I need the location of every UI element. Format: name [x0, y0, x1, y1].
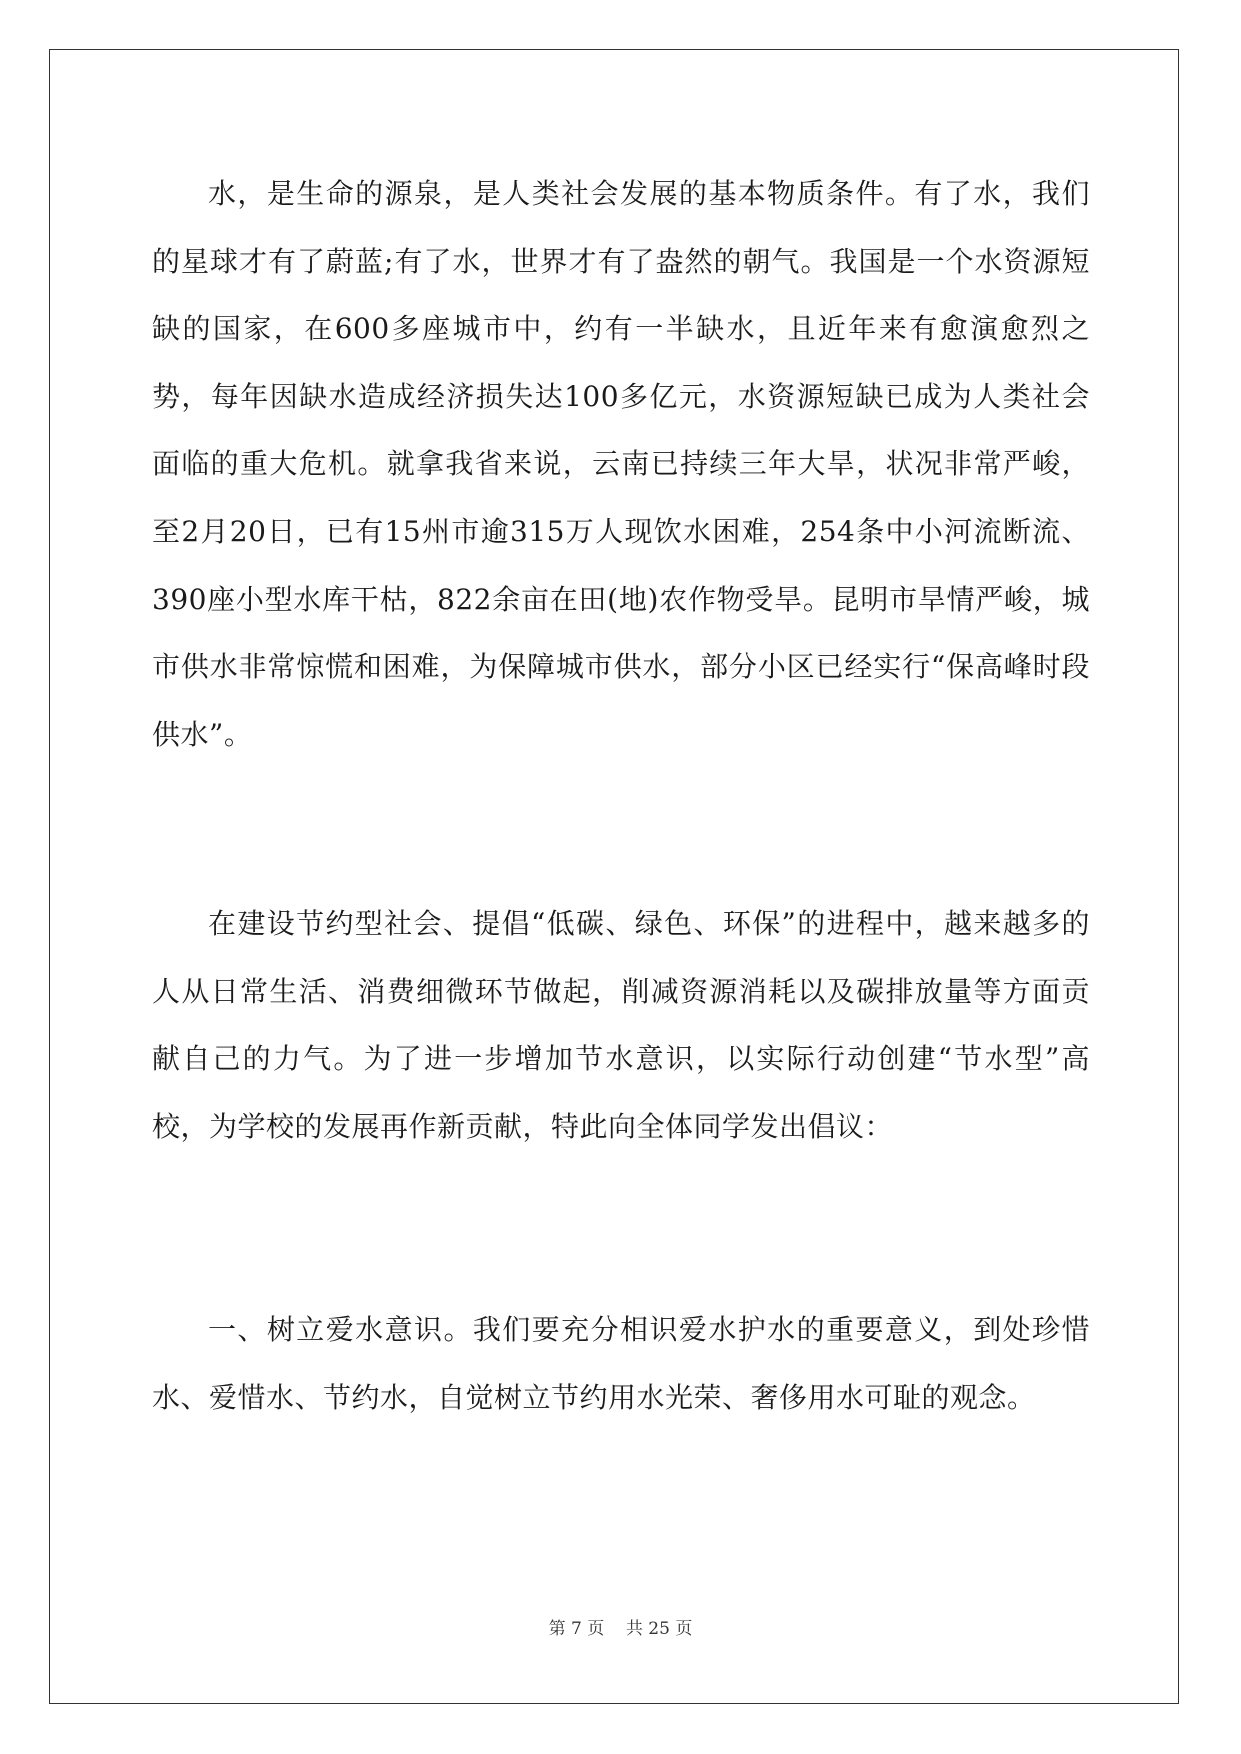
paragraph-saving-society: 在建设节约型社会、提倡“低碳、绿色、环保”的进程中，越来越多的人从日常生活、消费细微环节做起，削减资源消耗以及碳排放量等方面贡献自己的力气。为了进一步增加节水意识，以实际行动创建“节水型”高校，为学校的发展再作新贡献，特此向全体同学发出倡议： — [152, 907, 1090, 1143]
page-total: 共 25 页 — [625, 1619, 693, 1639]
page-number: 第 7 页 — [548, 1619, 605, 1639]
paragraph-water-source: 水，是生命的源泉，是人类社会发展的基本物质条件。有了水，我们的星球才有了蔚蓝;有了水，世界才有了盎然的朝气。我国是一个水资源短缺的国家，在600多座城市中，约有一半缺水，且近年来有愈演愈烈之势，每年因缺水造成经济损失达100多亿元，水资源短缺已成为人类社会面临的重大危机。就拿我省来说，云南已持续三年大旱，状况非常严峻，至2月20日，已有15州市逾315万人现饮水困难，254条中小河流断流、390座小型水库干枯，822余亩在田(地)农作物受旱。昆明市旱情严峻，城市供水非常惊慌和困难，为保障城市供水，部分小区已经实行“保高峰时段供水”。 — [152, 177, 1090, 751]
paragraph-proposal-one: 一、树立爱水意识。我们要充分相识爱水护水的重要意义，到处珍惜水、爱惜水、节约水，自觉树立节约用水光荣、奢侈用水可耻的观念。 — [152, 1313, 1090, 1414]
page-footer — [0, 1614, 1241, 1639]
